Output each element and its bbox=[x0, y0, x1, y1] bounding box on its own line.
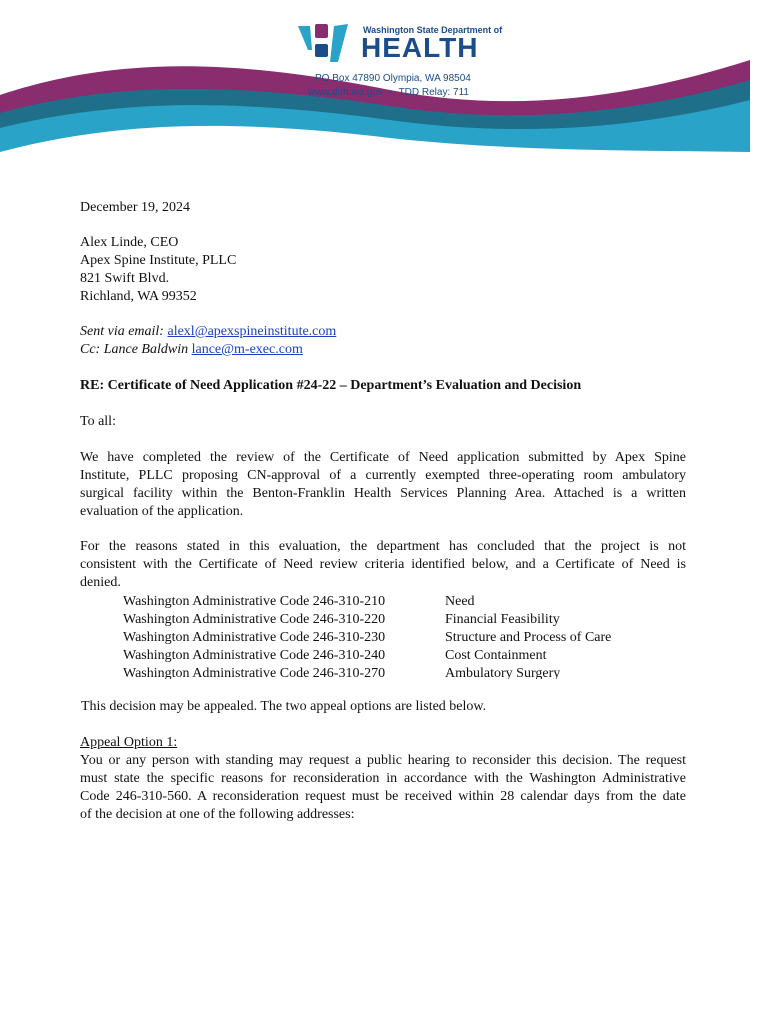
criteria-code: Washington Administrative Code 246-310-220 bbox=[123, 612, 386, 627]
paragraph-line: We have completed the review of the Certificate of Need application submitted by Apex Spine bbox=[80, 450, 686, 465]
criteria-name: Structure and Process of Care bbox=[445, 630, 612, 645]
recipient-email-link[interactable]: alexl@apexspineinstitute.com bbox=[167, 324, 337, 339]
letterhead-address: PO Box 47890 Olympia, WA 98504 bbox=[315, 73, 471, 84]
paragraph-line: must state the specific reasons for reconsideration in accordance with the Washington Administrative bbox=[80, 771, 686, 786]
paragraph-line: of the decision at one of the following addresses: bbox=[80, 807, 355, 822]
paragraph-line: Institute, PLLC proposing CN-approval of a currently exempted three-operating room ambulatory bbox=[80, 468, 686, 483]
appeal-option-1-heading: Appeal Option 1: bbox=[80, 735, 178, 750]
recipient-street: 821 Swift Blvd. bbox=[80, 271, 170, 286]
paragraph-line: Code 246-310-560. A reconsideration request must be received within 28 calendar days from the date bbox=[80, 789, 686, 804]
appeal-option-1-text bbox=[80, 752, 686, 824]
letterhead-health-wordmark: HEALTH bbox=[361, 32, 479, 63]
sent-via-label: Sent via email: bbox=[80, 324, 164, 339]
salutation: To all: bbox=[80, 414, 116, 429]
letterhead-website[interactable]: www.doh.wa.gov bbox=[308, 87, 384, 98]
paragraph-line: denied. bbox=[80, 575, 121, 590]
letterhead bbox=[0, 0, 770, 160]
paragraph-line: You or any person with standing may request a public hearing to reconsider this decision. The request bbox=[80, 753, 686, 768]
criteria-code: Washington Administrative Code 246-310-240 bbox=[123, 648, 386, 663]
letterhead-contact bbox=[308, 87, 469, 98]
letterhead-tdd: TDD Relay: 711 bbox=[398, 87, 469, 98]
cc-line bbox=[80, 341, 303, 359]
criteria-code: Washington Administrative Code 246-310-270 bbox=[123, 666, 386, 679]
recipient-city: Richland, WA 99352 bbox=[80, 289, 197, 304]
sent-via-line bbox=[80, 323, 336, 341]
criteria-code: Washington Administrative Code 246-310-230 bbox=[123, 630, 386, 645]
cc-label: Cc: Lance Baldwin bbox=[80, 342, 189, 357]
cc-email-link[interactable]: lance@m-exec.com bbox=[191, 342, 303, 357]
criteria-name: Cost Containment bbox=[445, 648, 547, 663]
letterhead-separator: • bbox=[389, 87, 393, 98]
paragraph-review bbox=[80, 449, 686, 521]
letterhead-department: Washington State Department of bbox=[363, 25, 503, 35]
criteria-name: Ambulatory Surgery bbox=[445, 666, 561, 679]
criteria-code: Washington Administrative Code 246-310-210 bbox=[123, 594, 386, 609]
doh-logo-icon bbox=[296, 22, 358, 68]
criteria-name: Need bbox=[445, 594, 475, 609]
paragraph-decision bbox=[80, 538, 686, 592]
recipient-name: Alex Linde, CEO bbox=[80, 235, 179, 250]
recipient-organization: Apex Spine Institute, PLLC bbox=[80, 253, 237, 268]
appeal-intro: This decision may be appealed. The two appeal options are listed below. bbox=[81, 699, 487, 714]
letter-date: December 19, 2024 bbox=[80, 200, 191, 215]
paragraph-line: consistent with the Certificate of Need review criteria identified below, and a Certificate of Need is bbox=[80, 557, 686, 572]
criteria-name: Financial Feasibility bbox=[445, 612, 560, 627]
subject-line: RE: Certificate of Need Application #24-22 – Department’s Evaluation and Decision bbox=[80, 378, 582, 393]
paragraph-line: For the reasons stated in this evaluation, the department has concluded that the project is not bbox=[80, 539, 686, 554]
paragraph-line: surgical facility within the Benton-Franklin Health Services Planning Area. Attached is a written bbox=[80, 486, 686, 501]
paragraph-line: evaluation of the application. bbox=[80, 504, 244, 519]
